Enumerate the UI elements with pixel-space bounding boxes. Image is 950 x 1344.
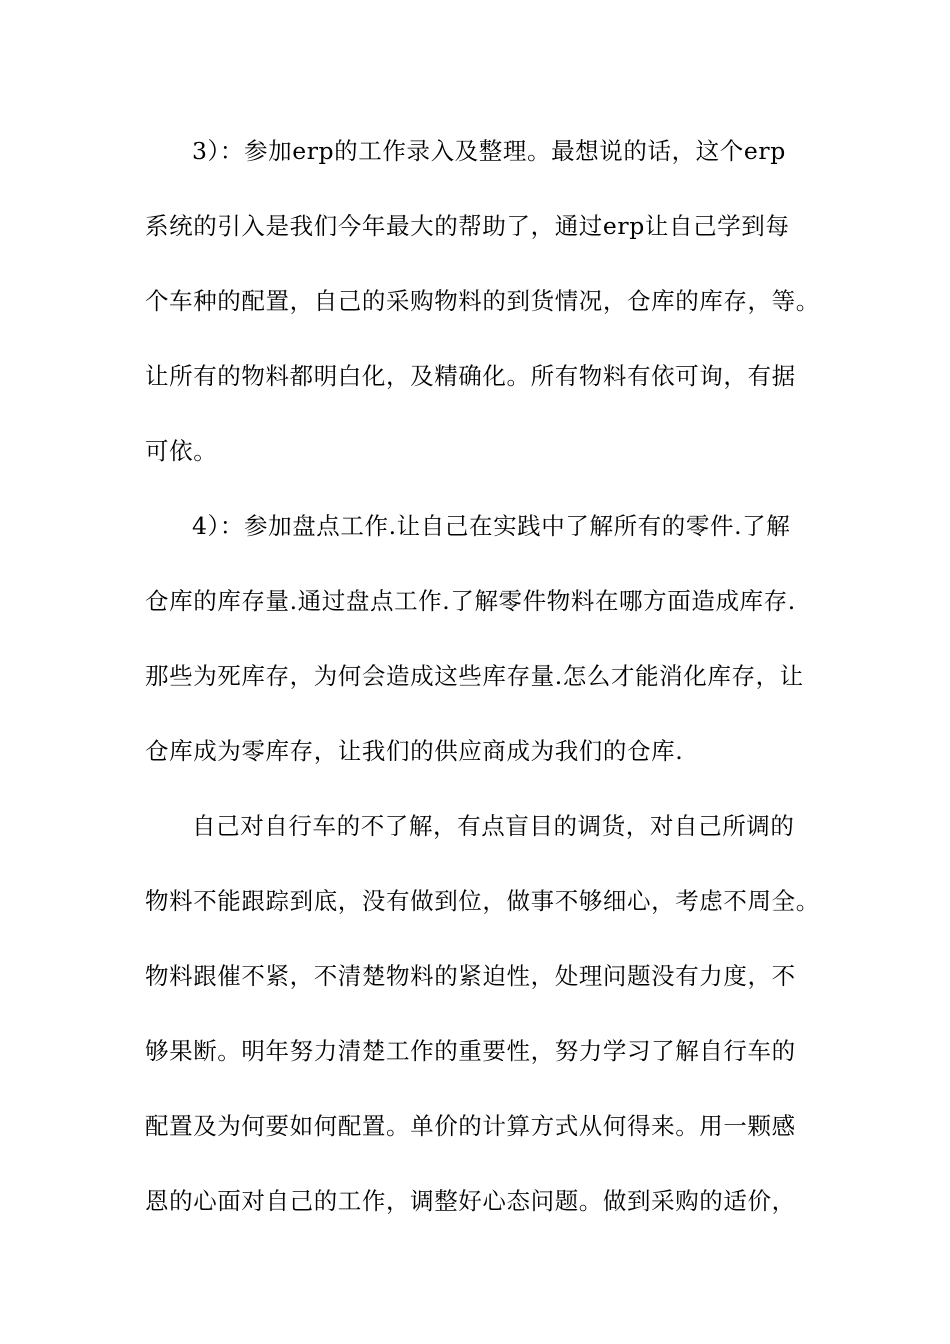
paragraph-erp: [145, 114, 820, 489]
text-line: 恩的心面对自己的工作，调整好心态问题。做到采购的适价，: [145, 1187, 796, 1215]
paragraph-self-review: [145, 789, 820, 1239]
text-line: 让所有的物料都明白化，及精确化。所有物料有依可询，有据: [145, 362, 796, 390]
text-line: 物料跟催不紧，不清楚物料的紧迫性，处理问题没有力度，不: [145, 962, 796, 990]
document-body: [145, 114, 820, 1239]
text-line: 够果断。明年努力清楚工作的重要性，努力学习了解自行车的: [145, 1037, 796, 1065]
text-line: 个车种的配置，自己的采购物料的到货情况，仓库的库存，等。: [145, 287, 820, 315]
text-line: 配置及为何要如何配置。单价的计算方式从何得来。用一颗感: [145, 1112, 796, 1140]
text-line: 系统的引入是我们今年最大的帮助了，通过erp让自己学到每: [145, 212, 790, 240]
text-line: 那些为死库存，为何会造成这些库存量.怎么才能消化库存，让: [145, 662, 804, 690]
text-line: 仓库成为零库存，让我们的供应商成为我们的仓库.: [145, 737, 684, 765]
text-line: 自己对自行车的不了解，有点盲目的调货，对自己所调的: [192, 812, 795, 840]
text-line: 可依。: [145, 437, 218, 465]
paragraph-inventory: [145, 489, 813, 789]
text-line: 4）：参加盘点工作.让自己在实践中了解所有的零件.了解: [192, 512, 791, 540]
text-line: 3）：参加erp的工作录入及整理。最想说的话，这个erp: [192, 137, 786, 165]
text-line: 物料不能跟踪到底，没有做到位，做事不够细心，考虑不周全。: [145, 887, 820, 915]
text-line: 仓库的库存量.通过盘点工作.了解零件物料在哪方面造成库存.: [145, 587, 796, 615]
